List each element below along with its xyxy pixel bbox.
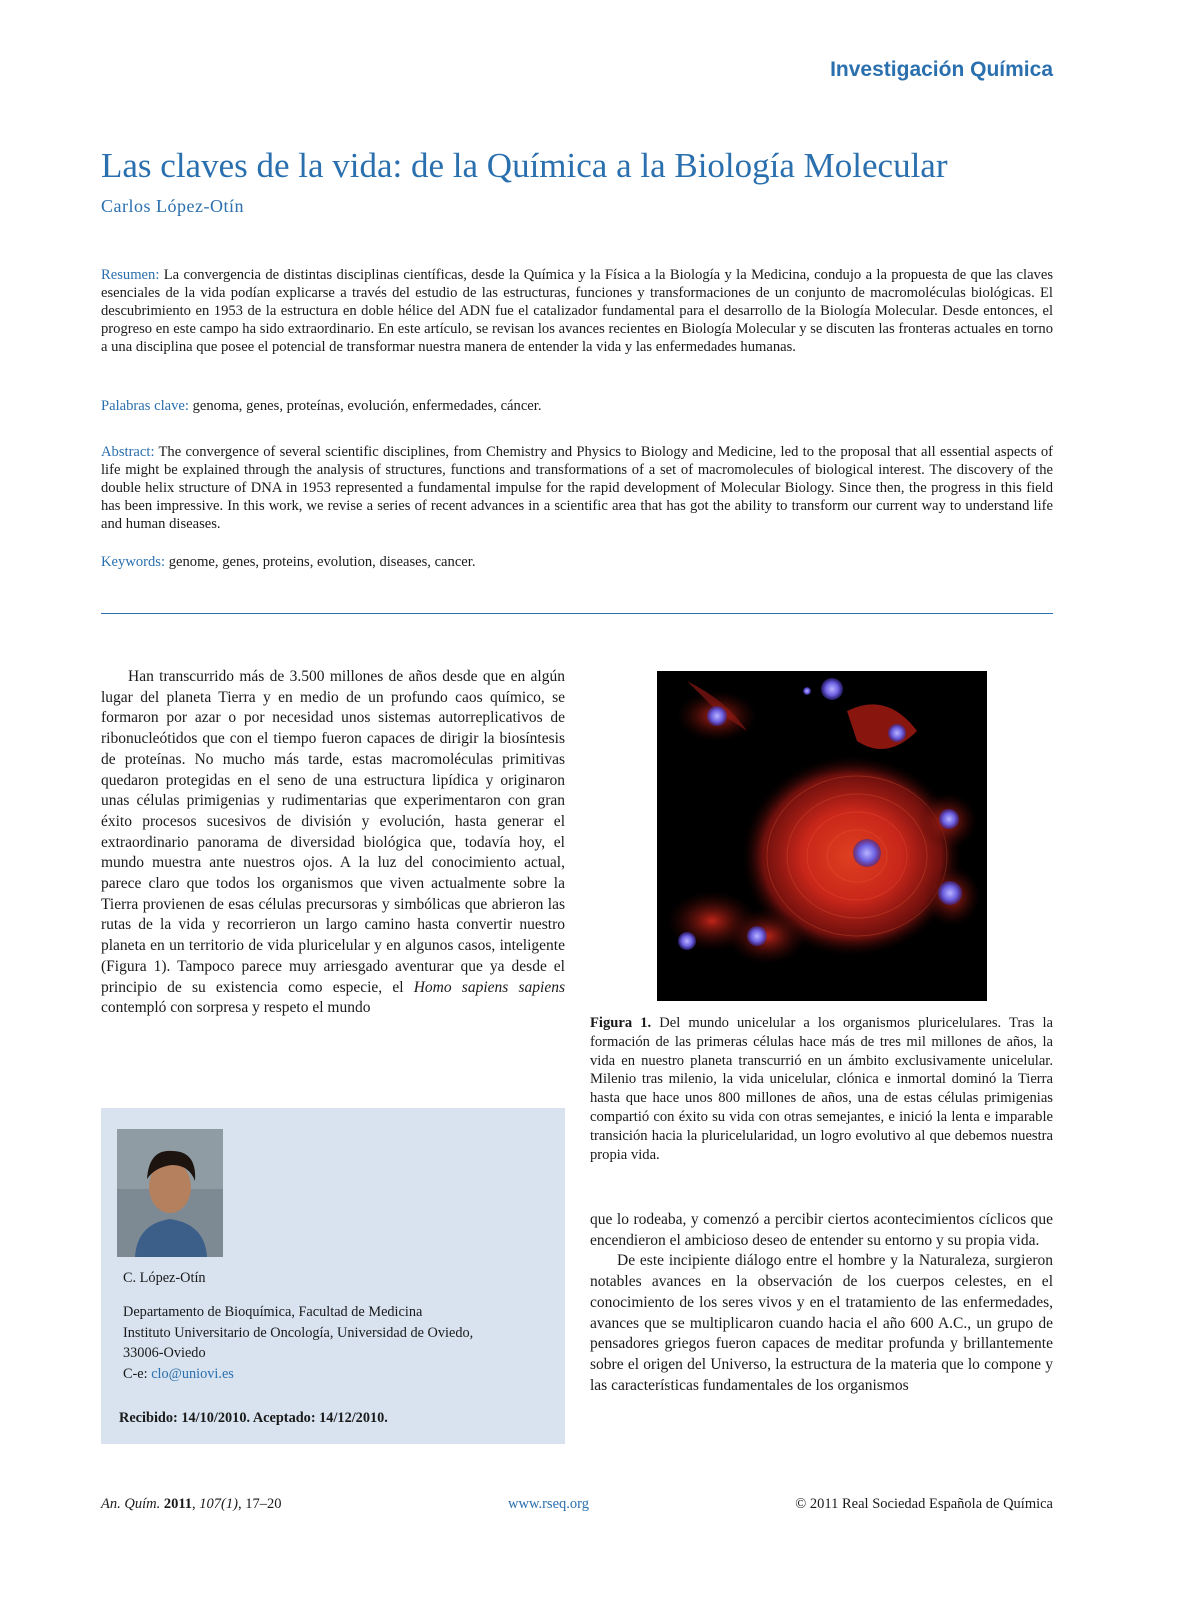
section-label: Investigación Química [830,58,1053,81]
footer-pages: , 17–20 [237,1496,282,1512]
affiliation-institute: Instituto Universitario de Oncología, Universidad de Oviedo, [123,1324,474,1341]
email-link[interactable]: clo@uniovi.es [151,1365,234,1382]
body-text-left-column [101,667,565,1019]
figure-1-micrograph [657,671,987,1001]
footer-journal: An. Quím. [101,1496,161,1512]
footer-url-link[interactable]: www.rseq.org [508,1496,589,1512]
keywords-label: Keywords: [101,554,166,570]
email-label: C-e: [123,1365,152,1382]
author-portrait-image [117,1129,223,1257]
cell-micrograph-image [657,671,987,1001]
article-author: Carlos López-Otín [101,196,244,216]
body-text-right-p1: que lo rodeaba, y comenzó a percibir ciertos acontecimientos cíclicos que encendieron el ambicioso deseo de entender su entorno y su propia vida. [590,1211,1053,1249]
keywords-text: genome, genes, proteins, evolution, diseases, cancer. [168,554,476,570]
palabras-clave-label: Palabras clave: [101,398,189,414]
received-accepted-dates: Recibido: 14/10/2010. Aceptado: 14/12/2010. [119,1410,388,1426]
section-divider [101,613,1053,614]
author-info-box [101,1108,565,1444]
body-text-right-column [590,1210,1053,1396]
abstract-label: Abstract: [101,444,155,460]
figure-1-label: Figura 1. [590,1015,652,1031]
body-text-right-p2: De este incipiente diálogo entre el hombre y la Naturaleza, surgieron notables avances en la observación de los cuerpos celestes, en el conocimiento de los seres vivos y en el tratamiento de las enfermedades, avances que se multiplicaron cuando hacia el año 600 A.C., un grupo de pensadores griegos fueron capaces de meditar profunda y brillantemente sobre el origen del Universo, la estructura de la materia que lo compone y las características fundamentales de los organismos [590,1252,1053,1394]
keywords-paragraph [101,553,1053,571]
footer-citation: An. Quím. 2011, 107(1), 17–20 [101,1496,282,1512]
resumen-text: La convergencia de distintas disciplinas científicas, desde la Química y la Física a la Biología y la Medicina, condujo a la propuesta de que las claves esenciales de la vida podían explicarse a través del estudio de las estructuras, funciones y transformaciones de un conjunto de macromoléculas biológicas. El descubrimiento en 1953 de la estructura en doble hélice del ADN fue el catalizador fundamental para el desarrollo de la Biología Molecular. Desde entonces, el progreso en este campo ha sido extraordinario. En este artículo, se revisan los avances recientes en Biología Molecular y se discuten las fronteras actuales en torno a una disciplina que posee el potencial de transformar nuestra manera de entender la vida y las enfermedades humanas. [101,267,1053,355]
abstract-text: The convergence of several scientific disciplines, from Chemistry and Physics to Biology and Medicine, led to the proposal that all essential aspects of life might be explained through the analysis of structures, functions and transformations of a set of macromolecules of biological interest. The discovery of the double helix structure of DNA in 1953 represented a fundamental impulse for the rapid development of Molecular Biology. Since then, the progress in this field has been impressive. In this work, we revise a series of recent advances in a scientific area that has got the ability to transform our current way to understand life and human diseases. [101,444,1053,532]
footer-year: 2011 [163,1496,193,1512]
figure-1-caption-text: Del mundo unicelular a los organismos pluricelulares. Tras la formación de las primeras células hace más de tres mil millones de años, la vida en nuestro planeta transcurrió en un ámbito exclusivamente unicelular. Milenio tras milenio, la vida unicelular, clónica e inmortal dominó la Tierra hasta que hace unos 800 millones de años, una de estas células primigenias compartió con éxito su vida con otras semejantes, e inició la lenta e imparable transición hacia la pluricelularidad, un logro evolutivo al que debemos nuestra propia vida. [590,1015,1053,1163]
footer-issue: (1) [221,1496,238,1512]
figure-1-caption [590,1014,1053,1164]
author-box-name: C. López-Otín [123,1270,206,1286]
footer-volume: 107 [199,1496,222,1512]
article-title: Las claves de la vida: de la Química a la Biología Molecular [101,146,948,185]
footer-copyright: © 2011 Real Sociedad Española de Química [795,1496,1053,1512]
resumen-label: Resumen: [101,267,160,283]
affiliation-department: Departamento de Bioquímica, Facultad de Medicina [123,1304,423,1320]
body-text-left-part2: contempló con sorpresa y respeto el mundo [101,999,371,1017]
author-photo [117,1129,223,1257]
palabras-clave-text: genoma, genes, proteínas, evolución, enfermedades, cáncer. [192,398,542,414]
resumen-paragraph [101,266,1053,356]
author-affiliation [123,1302,473,1384]
species-name: Homo sapiens sapiens [413,978,565,996]
abstract-paragraph [101,443,1053,533]
body-text-left-part1: Han transcurrido más de 3.500 millones de años desde que en algún lugar del planeta Tierra y en medio de un profundo caos químico, se formaron por azar o por necesidad unos sistemas autorreplicativos de ribonucleótidos que con el tiempo fueron capaces de dirigir la biosíntesis de proteínas. No mucho más tarde, estas macromoléculas primitivas quedaron protegidas en el seno de una estructura lipídica y originaron unas células primigenias y rudimentarias que experimentaron con gran éxito procesos sucesivos de división y evolución, hasta generar el extraordinario panorama de diversidad biológica que, todavía hoy, el mundo muestra ante nuestros ojos. A la luz del conocimiento actual, parece claro que todos los organismos que viven actualmente sobre la Tierra provienen de esas células precursoras y simbólicas que abrieron las rutas de la vida y recorrieron un largo camino hasta convertir nuestro planeta en un territorio de vida pluricelular y en algunos casos, inteligente (Figura 1). Tampoco parece muy arriesgado aventurar que ya desde el principio de su existencia como especie, el [101,668,565,996]
palabras-clave-paragraph [101,397,1053,415]
affiliation-city: 33006-Oviedo [123,1345,206,1361]
